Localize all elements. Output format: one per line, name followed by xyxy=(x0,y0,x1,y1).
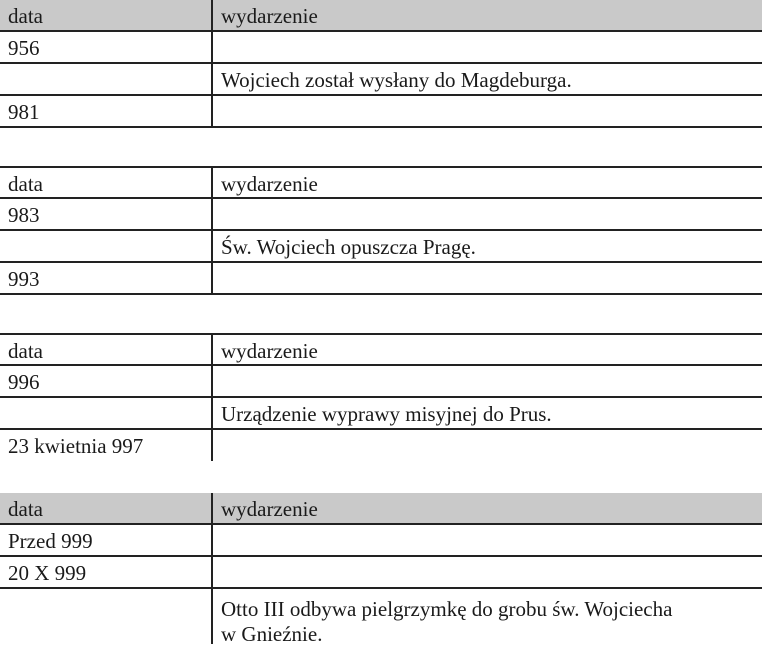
date-cell[interactable] xyxy=(0,397,212,429)
header-date: data xyxy=(0,334,212,365)
table-row xyxy=(0,365,762,397)
header-row xyxy=(0,334,762,365)
header-date: data xyxy=(0,493,212,524)
date-cell: 996 xyxy=(0,365,212,397)
date-cell: 956 xyxy=(0,31,212,63)
event-cell[interactable] xyxy=(212,524,762,556)
event-text-line-2: w Gnieźnie. xyxy=(221,622,323,644)
event-cell[interactable] xyxy=(212,429,762,461)
table-row xyxy=(0,198,762,230)
event-cell: Św. Wojciech opuszcza Pragę. xyxy=(212,230,762,262)
date-cell[interactable] xyxy=(0,588,212,644)
header-event: wydarzenie xyxy=(212,493,762,524)
header-date: data xyxy=(0,167,212,198)
event-cell xyxy=(212,588,762,644)
table-row xyxy=(0,556,762,588)
table-row xyxy=(0,230,762,262)
event-cell: Wojciech został wysłany do Magdeburga. xyxy=(212,63,762,95)
date-cell: 993 xyxy=(0,262,212,294)
header-row xyxy=(0,0,762,31)
date-cell: 23 kwietnia 997 xyxy=(0,429,212,461)
timeline-table-2 xyxy=(0,166,762,295)
date-cell: 983 xyxy=(0,198,212,230)
header-event: wydarzenie xyxy=(212,167,762,198)
timeline-table-3 xyxy=(0,333,762,461)
table-row xyxy=(0,95,762,127)
header-event: wydarzenie xyxy=(212,0,762,31)
event-cell[interactable] xyxy=(212,95,762,127)
event-text-line-1: Otto III odbywa pielgrzymkę do grobu św. Wojciecha xyxy=(221,597,673,621)
table-row xyxy=(0,429,762,461)
header-row xyxy=(0,493,762,524)
table-row xyxy=(0,31,762,63)
date-cell: 20 X 999 xyxy=(0,556,212,588)
table-row xyxy=(0,63,762,95)
timeline-table-4 xyxy=(0,493,762,644)
event-cell[interactable] xyxy=(212,262,762,294)
header-event: wydarzenie xyxy=(212,334,762,365)
date-cell[interactable] xyxy=(0,63,212,95)
date-cell: Przed 999 xyxy=(0,524,212,556)
header-date: data xyxy=(0,0,212,31)
date-cell[interactable] xyxy=(0,230,212,262)
table-row xyxy=(0,397,762,429)
date-cell: 981 xyxy=(0,95,212,127)
event-cell[interactable] xyxy=(212,198,762,230)
event-cell: Urządzenie wyprawy misyjnej do Prus. xyxy=(212,397,762,429)
table-row xyxy=(0,588,762,644)
table-row xyxy=(0,524,762,556)
event-cell[interactable] xyxy=(212,31,762,63)
event-cell[interactable] xyxy=(212,365,762,397)
timeline-table-1 xyxy=(0,0,762,128)
table-row xyxy=(0,262,762,294)
event-cell[interactable] xyxy=(212,556,762,588)
header-row xyxy=(0,167,762,198)
